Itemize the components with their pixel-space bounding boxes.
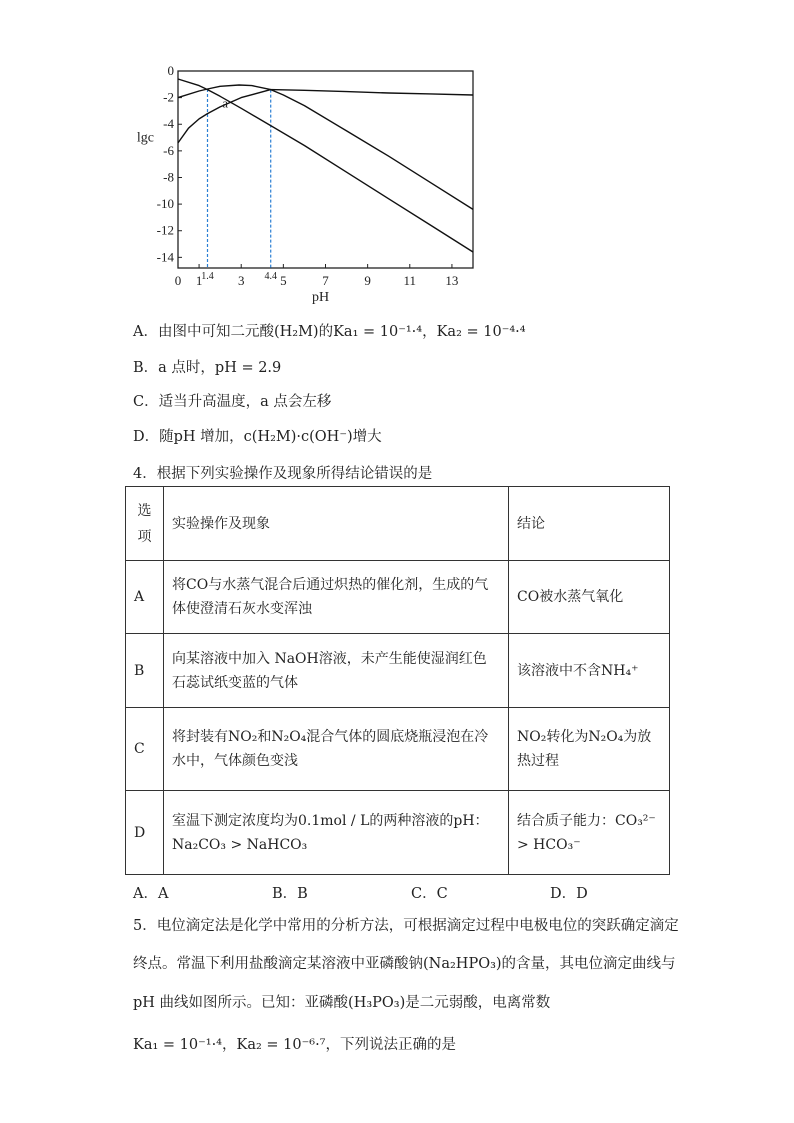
row-a-conclusion: CO被水蒸气氧化 — [509, 561, 670, 634]
marker-label: 4.4 — [264, 271, 277, 282]
y-tick-label: -2 — [163, 89, 174, 105]
marker-label: 1.4 — [201, 271, 214, 282]
q4-choice-c: C．C — [411, 886, 448, 902]
y-axis-title: lgc — [136, 130, 154, 146]
header-operation: 实验操作及现象 — [164, 487, 509, 561]
row-b-option: B — [126, 634, 164, 708]
row-d-conclusion: 结合质子能力：CO₃²⁻ > HCO₃⁻ — [509, 791, 670, 875]
point-a-label: a — [222, 95, 228, 111]
table-row — [126, 561, 670, 634]
table-header-row — [126, 487, 670, 561]
x-tick-label: 1 — [195, 273, 203, 288]
lgc-ph-chart — [0, 0, 794, 310]
q3-option-d — [133, 425, 382, 446]
header-option-text: 选项 — [137, 502, 152, 545]
q3-option-a-label: A．由图中可知二元酸(H₂M)的Ka₁ = 10⁻¹·⁴，Ka₂ = 10⁻⁴·⁴ — [133, 324, 526, 340]
x-tick-label: 0 — [174, 273, 182, 288]
row-d-option: D — [126, 791, 164, 875]
q4-table — [125, 486, 670, 875]
x-axis-title: pH — [311, 290, 330, 305]
q4-stem: 4．根据下列实验操作及现象所得结论错误的是 — [133, 466, 433, 482]
row-c-operation: 将封装有NO₂和N₂O₄混合气体的圆底烧瓶浸泡在冷水中，气体颜色变浅 — [164, 708, 509, 791]
x-tick-label: 9 — [364, 273, 371, 288]
y-tick-label: -14 — [156, 249, 174, 265]
q5-line-1: 5．电位滴定法是化学中常用的分析方法，可根据滴定过程中电极电位的突跃确定滴定 — [133, 918, 679, 934]
row-c-option: C — [126, 708, 164, 791]
q5-line-4: Ka₁ = 10⁻¹·⁴，Ka₂ = 10⁻⁶·⁷，下列说法正确的是 — [133, 1037, 456, 1053]
row-a-operation: 将CO与水蒸气混合后通过炽热的催化剂，生成的气体使澄清石灰水变浑浊 — [164, 561, 509, 634]
y-tick-label: -12 — [156, 222, 174, 238]
row-b-operation: 向某溶液中加入 NaOH溶液，未产生能使湿润红色石蕊试纸变蓝的气体 — [164, 634, 509, 708]
q3-option-b — [133, 356, 281, 377]
q4-choices — [133, 882, 588, 903]
table-row — [126, 708, 670, 791]
q3-option-a — [133, 320, 526, 341]
x-tick-label: 11 — [403, 273, 417, 288]
y-tick-label: -4 — [163, 116, 174, 132]
row-d-operation: 室温下测定浓度均为0.1mol / L的两种溶液的pH：Na₂CO₃ > NaHCO₃ — [164, 791, 509, 875]
q4-choice-a: A．A — [133, 886, 169, 902]
q3-option-c — [133, 390, 331, 411]
row-c-conclusion: NO₂转化为N₂O₄为放热过程 — [509, 708, 670, 791]
q4-choice-d: D．D — [550, 886, 588, 902]
row-b-conclusion: 该溶液中不含NH₄⁺ — [509, 634, 670, 708]
q5-line-3: pH 曲线如图所示。已知：亚磷酸(H₃PO₃)是二元弱酸，电离常数 — [133, 995, 551, 1011]
table-row — [126, 791, 670, 875]
q3-option-d-label: D．随pH 增加，c(H₂M)·c(OH⁻)增大 — [133, 429, 382, 445]
q5-line-2: 终点。常温下利用盐酸滴定某溶液中亚磷酸钠(Na₂HPO₃)的含量，其电位滴定曲线与 — [133, 956, 676, 972]
x-tick-label: 5 — [280, 273, 287, 288]
y-tick-label: -6 — [163, 142, 174, 158]
y-tick-label: -8 — [163, 169, 174, 185]
q4-choice-b: B．B — [272, 886, 308, 902]
y-tick-label: 0 — [167, 63, 174, 78]
x-tick-label: 13 — [445, 273, 459, 288]
header-conclusion: 结论 — [509, 487, 670, 561]
table-row — [126, 634, 670, 708]
x-tick-label: 7 — [322, 273, 329, 288]
row-a-option: A — [126, 561, 164, 634]
header-option — [126, 487, 164, 561]
q3-option-c-label: C．适当升高温度，a 点会左移 — [133, 394, 332, 410]
x-tick-label: 3 — [237, 273, 245, 288]
y-tick-label: -10 — [156, 196, 174, 212]
q3-option-b-label: B．a 点时，pH = 2.9 — [133, 360, 282, 376]
